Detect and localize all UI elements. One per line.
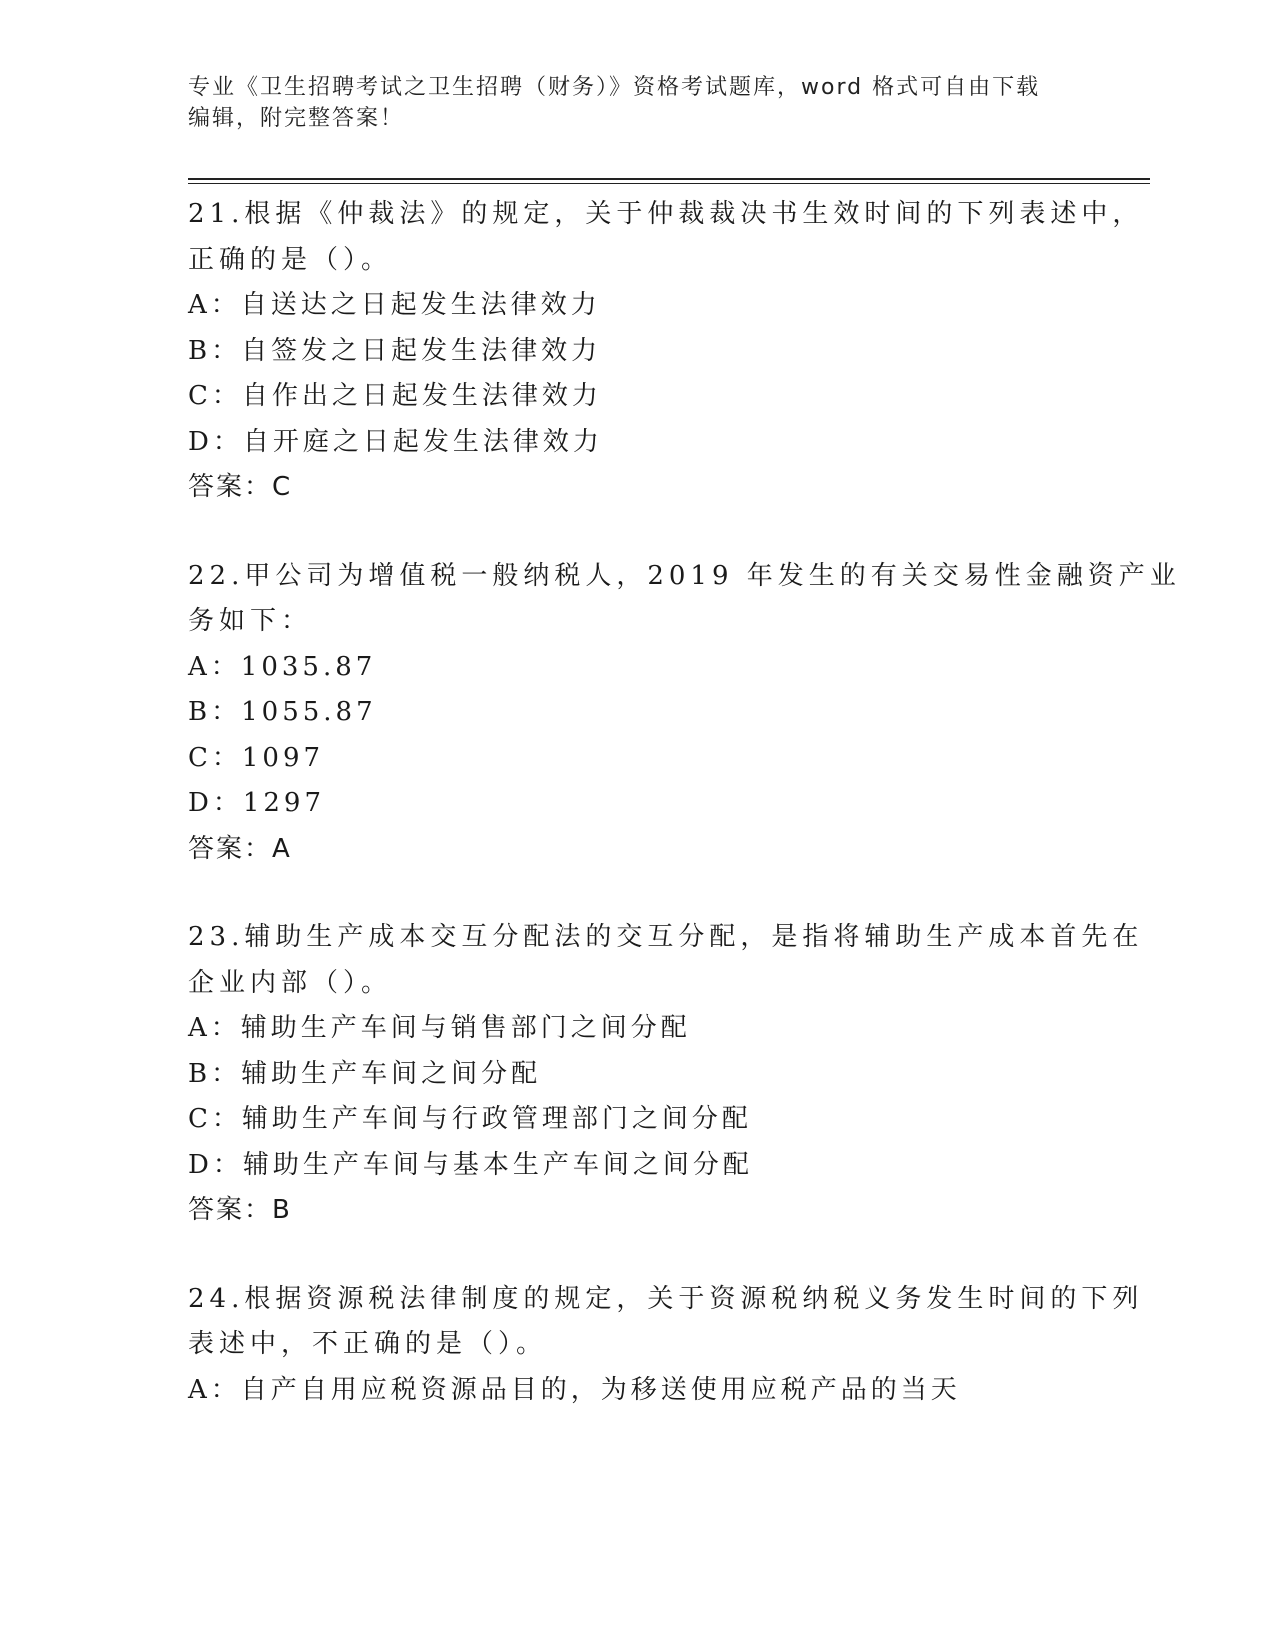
question-item xyxy=(188,915,1144,1234)
option-a: A：1035.87 xyxy=(188,651,377,682)
header-line: 专业《卫生招聘考试之卫生招聘（财务）》资格考试题库，word 格式可自由下载 xyxy=(188,75,1041,100)
header-divider xyxy=(188,178,1150,180)
option-d: D：1297 xyxy=(188,788,326,818)
question-list xyxy=(188,192,1181,1456)
question-text: 21.根据《仲裁法》的规定，关于仲裁裁决书生效时间的下列表述中， xyxy=(188,199,1144,229)
option-a: A：自送达之日起发生法律效力 xyxy=(188,290,601,320)
option-d: D：辅助生产车间与基本生产车间之间分配 xyxy=(188,1149,753,1180)
option-c: C：自作出之日起发生法律效力 xyxy=(188,381,602,411)
question-item xyxy=(188,554,1181,873)
option-a: A：辅助生产车间与销售部门之间分配 xyxy=(188,1013,691,1043)
header-line: 编辑，附完整答案！ xyxy=(188,106,405,131)
document-header xyxy=(188,72,1068,134)
option-c: C：辅助生产车间与行政管理部门之间分配 xyxy=(188,1104,752,1134)
question-text: 24.根据资源税法律制度的规定，关于资源税纳税义务发生时间的下列 xyxy=(188,1283,1144,1314)
answer-line: 答案：B xyxy=(188,1195,292,1225)
question-text: 正确的是（）。 xyxy=(188,244,393,275)
question-text: 务如下： xyxy=(188,606,313,636)
question-item xyxy=(188,1277,1144,1414)
question-text: 23.辅助生产成本交互分配法的交互分配，是指将辅助生产成本首先在 xyxy=(188,922,1144,952)
question-text: 表述中，不正确的是（）。 xyxy=(188,1329,548,1359)
option-d: D：自开庭之日起发生法律效力 xyxy=(188,426,603,457)
answer-line: 答案：A xyxy=(188,833,292,864)
question-text: 企业内部（）。 xyxy=(188,967,393,998)
option-b: B：辅助生产车间之间分配 xyxy=(188,1058,542,1089)
option-b: B：自签发之日起发生法律效力 xyxy=(188,335,602,366)
option-b: B：1055.87 xyxy=(188,697,377,727)
question-text: 22.甲公司为增值税一般纳税人，2019 年发生的有关交易性金融资产业 xyxy=(188,560,1181,591)
question-item xyxy=(188,192,1144,511)
answer-line: 答案：C xyxy=(188,472,293,502)
option-c: C：1097 xyxy=(188,742,325,773)
option-a: A：自产自用应税资源品目的，为移送使用应税产品的当天 xyxy=(188,1374,961,1405)
header-divider xyxy=(188,183,1150,184)
